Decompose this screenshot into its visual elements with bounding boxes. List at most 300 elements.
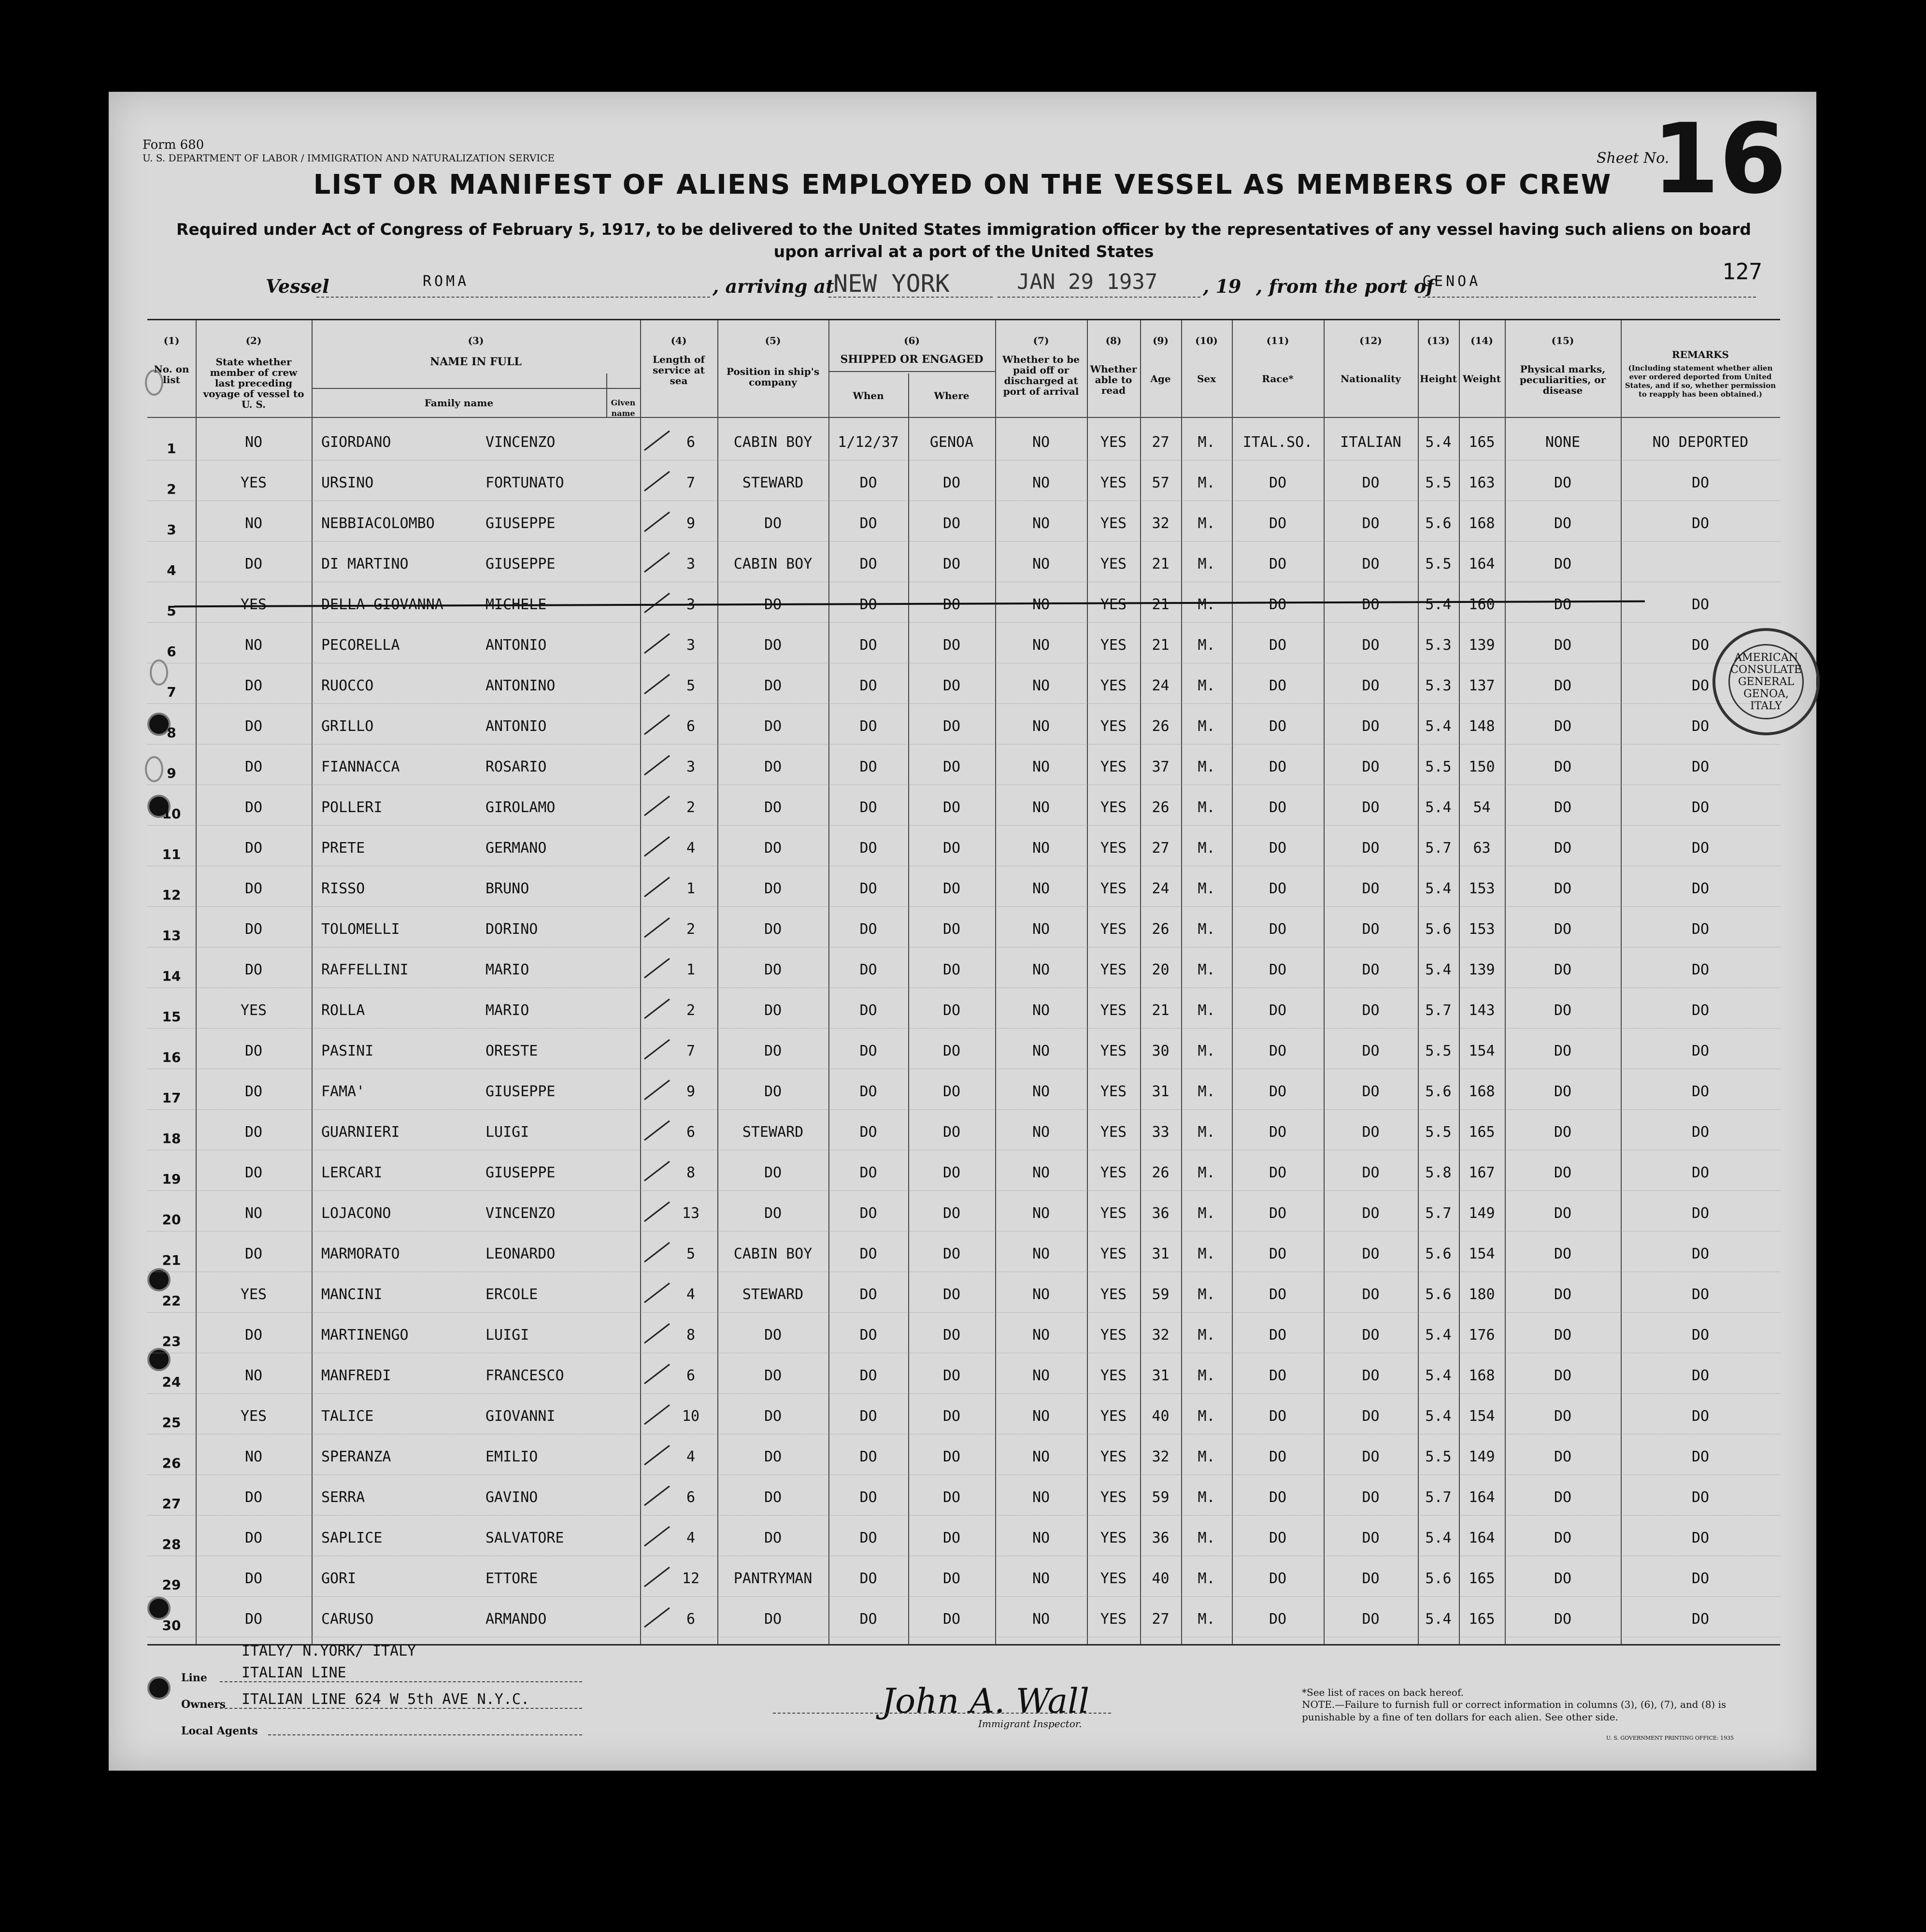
cell-sex: M.: [1198, 1448, 1215, 1465]
cell-family-name: TALICE: [321, 1408, 374, 1425]
cell-physical-marks: DO: [1554, 718, 1572, 735]
col11-number: (11): [1266, 335, 1289, 346]
cell-nationality: DO: [1362, 637, 1380, 654]
cell-race: DO: [1269, 1124, 1287, 1141]
cell-read: YES: [1100, 718, 1127, 735]
cell-height: 5.4: [1425, 799, 1452, 816]
cell-read: YES: [1100, 880, 1127, 897]
row-number: 28: [162, 1536, 181, 1552]
cell-where: DO: [942, 1570, 961, 1587]
col-header-able-to-read: Whether able to read: [1090, 363, 1137, 396]
cell-race: DO: [1269, 1245, 1287, 1262]
table-row: [147, 582, 1780, 623]
cell-position: DO: [764, 1489, 782, 1506]
cell-physical-marks: DO: [1554, 840, 1572, 857]
cell-weight: 168: [1469, 1083, 1495, 1100]
cell-sex: M.: [1198, 1164, 1215, 1181]
service-tick-mark: [642, 1605, 671, 1629]
row-number: 1: [167, 441, 176, 457]
cell-sex: M.: [1198, 1611, 1215, 1628]
cell-sex: M.: [1198, 434, 1215, 451]
cell-remarks: NO DEPORTED: [1652, 434, 1749, 451]
row-number: 22: [162, 1293, 181, 1309]
row-number: 24: [162, 1374, 181, 1390]
col-header-paid-off: Whether to be paid off or discharged at port of arrival: [1002, 354, 1080, 397]
cell-position: CABIN BOY: [733, 434, 813, 451]
cell-where: DO: [942, 1489, 961, 1506]
col3-number: (3): [468, 335, 484, 346]
cell-remarks: DO: [1691, 1611, 1710, 1628]
cell-physical-marks: DO: [1554, 596, 1572, 613]
binder-hole: [147, 1676, 171, 1700]
cell-remarks: DO: [1691, 1570, 1710, 1587]
cell-when: DO: [859, 1327, 877, 1344]
cell-position: DO: [764, 1083, 782, 1100]
cell-given-name: ANTONINO: [485, 677, 556, 694]
cell-age: 32: [1152, 1448, 1170, 1465]
cell-age: 33: [1152, 1124, 1170, 1141]
line-label: Line: [181, 1672, 207, 1684]
cell-sex: M.: [1198, 1367, 1215, 1384]
cell-prev-voyage: DO: [244, 1083, 263, 1100]
cell-family-name: SPERANZA: [321, 1448, 391, 1465]
cell-given-name: FORTUNATO: [485, 474, 564, 491]
cell-paid-off: NO: [1032, 515, 1050, 532]
cell-age: 21: [1152, 596, 1170, 613]
cell-sex: M.: [1198, 718, 1215, 735]
cell-physical-marks: DO: [1554, 1611, 1572, 1628]
cell-family-name: MARTINENGO: [321, 1327, 409, 1344]
cell-sex: M.: [1198, 1530, 1215, 1546]
cell-read: YES: [1100, 1164, 1127, 1181]
cell-race: DO: [1269, 637, 1287, 654]
cell-when: DO: [859, 556, 877, 572]
table-row: [147, 419, 1780, 460]
cell-remarks: DO: [1691, 596, 1710, 613]
cell-paid-off: NO: [1032, 961, 1050, 978]
cell-position: DO: [764, 1611, 782, 1628]
cell-length-service: 3: [686, 758, 696, 775]
cell-read: YES: [1100, 1570, 1127, 1587]
table-row: [147, 663, 1780, 704]
penalty-note: NOTE.—Failure to furnish full or correct information in columns (3), (6), (7), and (8) is punishable by a fine of ten dollars for each alien. See other side.: [1302, 1699, 1726, 1723]
cell-given-name: MARIO: [485, 961, 529, 978]
cell-height: 5.5: [1425, 1124, 1452, 1141]
cell-race: DO: [1269, 1083, 1287, 1100]
col-header-weight: Weight: [1463, 373, 1501, 385]
page-number: 127: [1722, 258, 1763, 285]
cell-when: DO: [859, 1083, 877, 1100]
service-tick-mark: [642, 793, 671, 817]
cell-remarks: DO: [1691, 1002, 1710, 1019]
cell-height: 5.3: [1425, 677, 1452, 694]
cell-when: DO: [859, 840, 877, 857]
cell-height: 5.4: [1425, 596, 1452, 613]
cell-prev-voyage: YES: [240, 1286, 267, 1303]
cell-paid-off: NO: [1032, 434, 1050, 451]
cell-read: YES: [1100, 1245, 1127, 1262]
cell-given-name: GAVINO: [485, 1489, 538, 1506]
cell-physical-marks: DO: [1554, 1489, 1572, 1506]
cell-age: 21: [1152, 1002, 1170, 1019]
cell-race: DO: [1269, 1408, 1287, 1425]
cell-age: 31: [1152, 1367, 1170, 1384]
cell-given-name: LEONARDO: [485, 1245, 556, 1262]
cell-read: YES: [1100, 637, 1127, 654]
service-tick-mark: [642, 1280, 671, 1304]
cell-read: YES: [1100, 1530, 1127, 1546]
cell-paid-off: NO: [1032, 556, 1050, 572]
cell-race: DO: [1269, 1043, 1287, 1059]
cell-physical-marks: DO: [1554, 1367, 1572, 1384]
cell-remarks: DO: [1691, 1164, 1710, 1181]
cell-paid-off: NO: [1032, 1083, 1050, 1100]
cell-read: YES: [1100, 1002, 1127, 1019]
cell-sex: M.: [1198, 921, 1215, 938]
cell-read: YES: [1100, 677, 1127, 694]
service-tick-mark: [642, 1564, 671, 1589]
cell-nationality: DO: [1362, 556, 1380, 572]
table-row: [147, 947, 1780, 988]
cell-age: 26: [1152, 921, 1170, 938]
cell-nationality: DO: [1362, 961, 1380, 978]
row-number: 25: [162, 1415, 181, 1431]
cell-family-name: SERRA: [321, 1489, 365, 1506]
cell-age: 59: [1152, 1286, 1170, 1303]
cell-age: 24: [1152, 880, 1170, 897]
cell-where: DO: [942, 1245, 961, 1262]
col-header-prev-voyage: State whether member of crew last preceding voyage of vessel to U. S.: [203, 356, 304, 410]
cell-when: DO: [859, 1448, 877, 1465]
cell-age: 40: [1152, 1570, 1170, 1587]
cell-weight: 54: [1473, 799, 1491, 816]
cell-nationality: DO: [1362, 677, 1380, 694]
cell-position: DO: [764, 799, 782, 816]
cell-length-service: 4: [686, 1530, 696, 1546]
cell-weight: 165: [1469, 1611, 1495, 1628]
cell-physical-marks: DO: [1554, 1124, 1572, 1141]
cell-where: DO: [942, 637, 961, 654]
cell-age: 32: [1152, 1327, 1170, 1344]
service-tick-mark: [642, 1443, 671, 1467]
cell-where: DO: [942, 1002, 961, 1019]
cell-read: YES: [1100, 1448, 1127, 1465]
cell-position: STEWARD: [742, 1124, 804, 1141]
col-header-number: No. on list: [154, 363, 189, 386]
cell-where: DO: [942, 1611, 961, 1628]
cell-age: 20: [1152, 961, 1170, 978]
row-number: 12: [162, 887, 181, 903]
cell-family-name: DELLA GIOVANNA: [321, 596, 443, 613]
col7-number: (7): [1033, 335, 1049, 346]
col-header-height: Height: [1420, 373, 1457, 385]
row-number: 26: [162, 1455, 181, 1471]
cell-age: 26: [1152, 718, 1170, 735]
cell-remarks: DO: [1691, 1327, 1710, 1344]
cell-read: YES: [1100, 1124, 1127, 1141]
col-header-where: Where: [934, 390, 970, 401]
service-tick-mark: [642, 1402, 671, 1426]
cell-read: YES: [1100, 1367, 1127, 1384]
cell-physical-marks: DO: [1554, 556, 1572, 572]
cell-age: 27: [1152, 434, 1170, 451]
row-number: 17: [162, 1090, 181, 1106]
cell-race: DO: [1269, 1570, 1287, 1587]
cell-paid-off: NO: [1032, 1367, 1050, 1384]
row-number: 20: [162, 1212, 181, 1228]
cell-nationality: DO: [1362, 515, 1380, 532]
cell-paid-off: NO: [1032, 596, 1050, 613]
page-title: LIST OR MANIFEST OF ALIENS EMPLOYED ON THE VESSEL AS MEMBERS OF CREW: [313, 169, 1612, 200]
cell-age: 26: [1152, 799, 1170, 816]
cell-length-service: 4: [686, 1286, 696, 1303]
cell-read: YES: [1100, 840, 1127, 857]
cell-paid-off: NO: [1032, 677, 1050, 694]
service-tick-mark: [642, 753, 671, 777]
cell-given-name: LUIGI: [485, 1327, 529, 1344]
cell-where: DO: [942, 1448, 961, 1465]
cell-age: 30: [1152, 1043, 1170, 1059]
cell-prev-voyage: DO: [244, 840, 263, 857]
service-tick-mark: [642, 550, 671, 574]
cell-where: DO: [942, 799, 961, 816]
service-tick-mark: [642, 956, 671, 980]
table-row: [147, 622, 1780, 663]
cell-physical-marks: DO: [1554, 1083, 1572, 1100]
cell-paid-off: NO: [1032, 799, 1050, 816]
cell-prev-voyage: DO: [244, 1570, 263, 1587]
inspector-signature: John A. Wall: [882, 1681, 1090, 1721]
row-number: 2: [167, 481, 176, 497]
departure-port: GENOA: [1423, 273, 1481, 290]
service-tick-mark: [642, 1321, 671, 1345]
cell-sex: M.: [1198, 799, 1215, 816]
cell-where: DO: [942, 1043, 961, 1059]
cell-where: DO: [942, 758, 961, 775]
cell-race: DO: [1269, 1327, 1287, 1344]
cell-nationality: DO: [1362, 1327, 1380, 1344]
cell-when: DO: [859, 1002, 877, 1019]
cell-when: DO: [859, 1367, 877, 1384]
owners-label: Owners: [181, 1698, 226, 1711]
cell-given-name: BRUNO: [485, 880, 529, 897]
row-number: 18: [162, 1131, 181, 1146]
cell-race: DO: [1269, 596, 1287, 613]
vessel-label: Vessel: [266, 275, 329, 297]
cell-nationality: DO: [1362, 1205, 1380, 1222]
cell-paid-off: NO: [1032, 1448, 1050, 1465]
cell-given-name: ROSARIO: [485, 758, 547, 775]
cell-race: DO: [1269, 840, 1287, 857]
cell-weight: 137: [1469, 677, 1495, 694]
arrival-port-stamp: NEW YORK: [833, 270, 950, 298]
cell-paid-off: NO: [1032, 1489, 1050, 1506]
table-row: [147, 501, 1780, 542]
service-tick-mark: [642, 672, 671, 696]
cell-race: DO: [1269, 1611, 1287, 1628]
cell-family-name: TOLOMELLI: [321, 921, 400, 938]
row-number: 30: [162, 1617, 181, 1633]
cell-race: DO: [1269, 1164, 1287, 1181]
cell-sex: M.: [1198, 1124, 1215, 1141]
cell-length-service: 3: [686, 596, 696, 613]
cell-given-name: VINCENZO: [485, 1205, 556, 1222]
cell-weight: 164: [1469, 1489, 1495, 1506]
cell-length-service: 3: [686, 556, 696, 572]
cell-height: 5.4: [1425, 1367, 1452, 1384]
cell-height: 5.6: [1425, 1286, 1452, 1303]
service-tick-mark: [642, 428, 671, 452]
cell-where: DO: [942, 1367, 961, 1384]
cell-given-name: GIROLAMO: [485, 799, 556, 816]
cell-age: 27: [1152, 1611, 1170, 1628]
cell-read: YES: [1100, 1043, 1127, 1059]
cell-length-service: 6: [686, 1611, 696, 1628]
cell-height: 5.7: [1425, 1205, 1452, 1222]
table-row: [147, 825, 1780, 866]
row-number: 9: [167, 765, 176, 781]
cell-physical-marks: DO: [1554, 758, 1572, 775]
service-tick-mark: [642, 509, 671, 533]
cell-when: DO: [859, 1043, 877, 1059]
cell-race: ITAL.SO.: [1242, 434, 1313, 451]
table-row: [147, 1515, 1780, 1556]
cell-weight: 154: [1469, 1043, 1495, 1059]
cell-height: 5.7: [1425, 1489, 1452, 1506]
cell-given-name: ARMANDO: [485, 1611, 547, 1628]
col-header-length-service: Length of service at sea: [653, 354, 705, 386]
cell-prev-voyage: DO: [244, 1043, 263, 1059]
table-row: [147, 906, 1780, 947]
cell-height: 5.5: [1425, 474, 1452, 491]
cell-prev-voyage: DO: [244, 677, 263, 694]
cell-given-name: MARIO: [485, 1002, 529, 1019]
cell-length-service: 8: [686, 1327, 696, 1344]
cell-nationality: ITALIAN: [1340, 434, 1401, 451]
service-tick-mark: [642, 1483, 671, 1507]
cell-sex: M.: [1198, 1205, 1215, 1222]
cell-height: 5.4: [1425, 1327, 1452, 1344]
cell-weight: 154: [1469, 1408, 1495, 1425]
cell-paid-off: NO: [1032, 1611, 1050, 1628]
cell-race: DO: [1269, 799, 1287, 816]
cell-height: 5.4: [1425, 961, 1452, 978]
cell-when: DO: [859, 799, 877, 816]
cell-nationality: DO: [1362, 596, 1380, 613]
cell-prev-voyage: NO: [244, 515, 263, 532]
cell-position: DO: [764, 1002, 782, 1019]
cell-where: DO: [942, 596, 961, 613]
cell-length-service: 4: [686, 840, 696, 857]
cell-position: DO: [764, 840, 782, 857]
cell-given-name: GIUSEPPE: [485, 1164, 556, 1181]
cell-prev-voyage: DO: [244, 758, 263, 775]
table-row: [147, 1556, 1780, 1597]
row-number: 19: [162, 1171, 181, 1187]
cell-weight: 165: [1469, 1124, 1495, 1141]
row-number: 7: [167, 684, 176, 700]
table-row: [147, 1312, 1780, 1353]
cell-height: 5.5: [1425, 1448, 1452, 1465]
cell-prev-voyage: DO: [244, 1245, 263, 1262]
cell-length-service: 1: [686, 961, 696, 978]
cell-race: DO: [1269, 515, 1287, 532]
cell-nationality: DO: [1362, 1002, 1380, 1019]
cell-physical-marks: DO: [1554, 799, 1572, 816]
cell-nationality: DO: [1362, 1448, 1380, 1465]
service-tick-mark: [642, 1118, 671, 1142]
consulate-seal: [1712, 628, 1820, 735]
cell-read: YES: [1100, 758, 1127, 775]
cell-position: DO: [764, 1448, 782, 1465]
cell-where: DO: [942, 718, 961, 735]
row-number: 23: [162, 1333, 181, 1349]
cell-remarks: DO: [1691, 474, 1710, 491]
cell-family-name: GORI: [321, 1570, 357, 1587]
cell-race: DO: [1269, 1286, 1287, 1303]
cell-height: 5.7: [1425, 840, 1452, 857]
cell-family-name: PASINI: [321, 1043, 374, 1059]
cell-when: DO: [859, 515, 877, 532]
cell-where: DO: [942, 961, 961, 978]
cell-weight: 149: [1469, 1448, 1495, 1465]
service-tick-mark: [642, 1240, 671, 1264]
cell-where: GENOA: [929, 434, 974, 451]
cell-sex: M.: [1198, 1489, 1215, 1506]
cell-position: DO: [764, 637, 782, 654]
service-tick-mark: [642, 996, 671, 1020]
cell-height: 5.4: [1425, 718, 1452, 735]
cell-length-service: 2: [686, 921, 696, 938]
cell-race: DO: [1269, 921, 1287, 938]
cell-family-name: MANFREDI: [321, 1367, 391, 1384]
cell-physical-marks: DO: [1554, 1205, 1572, 1222]
row-number: 13: [162, 928, 181, 944]
service-tick-mark: [642, 631, 671, 655]
cell-given-name: FRANCESCO: [485, 1367, 564, 1384]
cell-weight: 63: [1473, 840, 1491, 857]
cell-family-name: LOJACONO: [321, 1205, 391, 1222]
cell-paid-off: NO: [1032, 1164, 1050, 1181]
cell-nationality: DO: [1362, 1530, 1380, 1546]
col15-number: (15): [1551, 335, 1574, 346]
cell-nationality: DO: [1362, 1043, 1380, 1059]
cell-physical-marks: DO: [1554, 1245, 1572, 1262]
cell-where: DO: [942, 1286, 961, 1303]
cell-paid-off: NO: [1032, 1286, 1050, 1303]
table-row: [147, 1434, 1780, 1475]
cell-position: DO: [764, 1043, 782, 1059]
cell-position: DO: [764, 677, 782, 694]
row-number: 16: [162, 1049, 181, 1065]
cell-where: DO: [942, 474, 961, 491]
cell-remarks: DO: [1691, 961, 1710, 978]
local-agents-label: Local Agents: [181, 1725, 258, 1737]
col4-number: (4): [671, 335, 687, 346]
cell-paid-off: NO: [1032, 1570, 1050, 1587]
cell-family-name: RISSO: [321, 880, 365, 897]
cell-where: DO: [942, 1205, 961, 1222]
cell-position: PANTRYMAN: [733, 1570, 813, 1587]
cell-length-service: 2: [686, 799, 696, 816]
cell-weight: 153: [1469, 880, 1495, 897]
cell-length-service: 1: [686, 880, 696, 897]
cell-age: 36: [1152, 1205, 1170, 1222]
inspector-label: Immigrant Inspector.: [978, 1718, 1082, 1730]
cell-given-name: SALVATORE: [485, 1530, 564, 1546]
row-number: 11: [162, 846, 181, 862]
cell-when: DO: [859, 637, 877, 654]
